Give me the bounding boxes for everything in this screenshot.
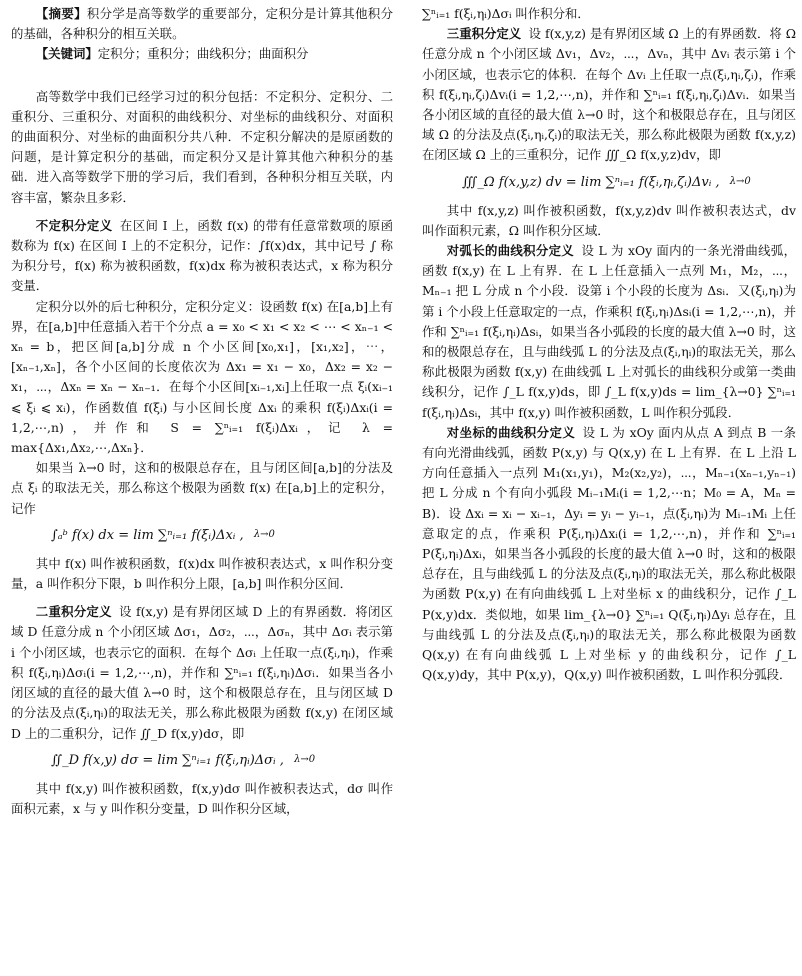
double-integral-formula-text: ∬_D f(x,y) dσ = lim ∑ⁿᵢ₌₁ f(ξᵢ,ηᵢ)Δσᵢ , xyxy=(51,752,284,768)
left-column xyxy=(0,0,397,976)
keywords-label: 【关键词】 xyxy=(35,46,98,62)
definite-integral-limit: 如果当 λ→0 时，这和的极限总存在，且与闭区间[a,b]的分法及点 ξᵢ 的取法无关，那么称这个极限为函数 f(x) 在[a,b]上的定积分，记作 xyxy=(11,460,393,516)
intro-paragraph: 高等数学中我们已经学习过的积分包括：不定积分、定积分、二重积分、三重积分、对面积的曲线积分、对坐标的曲线积分、对面积的曲面积分、对坐标的曲面积分共八种．不定积分解决的是原函数的问题，是计算定积分的基础，而定积分又是计算其他六种积分的基础．进入高等数学下册的学习后，我们看到，各种积分相互关联，内容丰富，繁杂且多彩． xyxy=(11,88,393,205)
arc-length-integral-text: 设 L 为 xOy 面内的一条光滑曲线弧，函数 f(x,y) 在 L 上有界．在 L 上任意插入一点列 M₁，M₂，⋯，Mₙ₋₁ 把 L 分成 n 个小段．设第 i 个小段的长度为 Δsᵢ．又(ξᵢ,ηᵢ)为第 i 个小段上任意取定的一点，作乘积 f(ξᵢ,ηᵢ)Δsᵢ(i = 1,2,⋯,n)，并作和 ∑ⁿᵢ₌₁ f(ξᵢ,ηᵢ)Δsᵢ，如果当各小弧段的长度的最大值 λ→0 时，这和的极限总存在，且与曲线弧 L 的分法及点(ξᵢ,ηᵢ)的取法无关，那么称此极限为函数 f(x,y) 在曲线弧 L 上对弧长的曲线积分或第一类曲线积分，记作 ∫_L f(x,y)ds，即 ∫_L f(x,y)ds = lim_{λ→0} ∑ⁿᵢ₌₁ f(ξᵢ,ηᵢ)Δsᵢ，其中 f(x,y) 叫作被积函数，L 叫作积分弧段． xyxy=(422,243,796,420)
indefinite-integral-paragraph xyxy=(11,216,393,297)
double-integral-formula-limit: λ→0 xyxy=(294,753,316,765)
right-column xyxy=(410,0,802,976)
triple-integral-formula xyxy=(462,172,796,195)
triple-integral-paragraph xyxy=(422,24,796,165)
double-integral-formula xyxy=(51,750,393,773)
integral-sum-continuation: ∑ⁿᵢ₌₁ f(ξᵢ,ηᵢ)Δσᵢ 叫作积分和． xyxy=(422,6,590,21)
definite-integral-formula-limit: λ→0 xyxy=(253,528,275,540)
indefinite-integral-heading: 不定积分定义 xyxy=(35,217,113,233)
keywords xyxy=(11,44,393,64)
arc-length-integral-paragraph xyxy=(422,241,796,423)
abstract-label: 【摘要】 xyxy=(35,6,87,21)
double-integral-paragraph xyxy=(11,602,393,743)
triple-integral-heading: 三重积分定义 xyxy=(446,26,522,42)
coordinate-integral-text: 设 L 为 xOy 面内从点 A 到点 B 一条有向光滑曲线弧，函数 P(x,y) 与 Q(x,y) 在 L 上有界．在 L 上沿 L 方向任意插入一点列 M₁(x₁,y₁)，M₂(x₂,y₂)，⋯，Mₙ₋₁(xₙ₋₁,yₙ₋₁) 把 L 分成 n 个有向小弧段 Mᵢ₋₁Mᵢ(i = 1,2,⋯n；M₀ = A，Mₙ = B)．设 Δxᵢ = xᵢ − xᵢ₋₁，Δyᵢ = yᵢ − yᵢ₋₁，点(ξᵢ,ηᵢ)为 Mᵢ₋₁Mᵢ 上任意取定的点，作乘积 P(ξᵢ,ηᵢ)Δxᵢ(i = 1,2,⋯,n)，并作和 ∑ⁿᵢ₌₁ P(ξᵢ,ηᵢ)Δxᵢ，如果当各小弧段的长度的最大值 λ→0 时，这和的极限总存在，且与曲线弧 L 的分法及点(ξᵢ,ηᵢ)的取法无关，那么称此极限为函数 P(x,y) 在有向曲线弧 L 上对坐标 x 的曲线积分，记作 ∫_L P(x,y)dx．类似地，如果 lim_{λ→0} ∑ⁿᵢ₌₁ Q(ξᵢ,ηᵢ)Δyᵢ 总存在，且与曲线弧 L 的分法及点(ξᵢ,ηᵢ)的取法无关，那么称此极限为函数 Q(x,y) 在有向曲线弧 L 上对坐标 y 的曲线积分，记作 ∫_L Q(x,y)dy，其中 P(x,y)，Q(x,y) 叫作被积函数，L 叫作积分弧段． xyxy=(422,424,797,683)
keywords-text: 定积分；重积分；曲线积分；曲面积分 xyxy=(97,46,309,62)
coordinate-integral-heading: 对坐标的曲线积分定义 xyxy=(446,424,576,440)
triple-integral-text: 设 f(x,y,z) 是有界闭区域 Ω 上的有界函数．将 Ω 任意分成 n 个小闭区域 Δv₁，Δv₂，⋯，Δvₙ，其中 Δvᵢ 表示第 i 个小闭区域，也表示它的体积．在每个 Δvᵢ 上任取一点(ξᵢ,ηᵢ,ζᵢ)，作乘积 f(ξᵢ,ηᵢ,ζᵢ)Δvᵢ(i = 1,2,⋯,n)，并作和 ∑ⁿᵢ₌₁ f(ξᵢ,ηᵢ,ζᵢ)Δvᵢ．如果当各小闭区域的直径的最大值 λ→0 时，这个和极限总存在，且与闭区域 Ω 的分法及点(ξᵢ,ηᵢ,ζᵢ)的取法无关，那么称此极限为函数 f(x,y,z) 在闭区域 Ω 上的三重积分，记作 ∭_Ω f(x,y,z)dv，即 xyxy=(422,26,796,163)
abstract xyxy=(11,4,393,44)
double-integral-heading: 二重积分定义 xyxy=(35,604,112,620)
triple-integral-formula-limit: λ→0 xyxy=(729,175,751,187)
triple-integral-terms: 其中 f(x,y,z) 叫作被积函数，f(x,y,z)dv 叫作被积表达式，dv 叫作面积元素，Ω 叫作积分区域． xyxy=(422,202,796,238)
coordinate-integral-paragraph xyxy=(422,423,796,686)
abstract-text: 积分学是高等数学的重要部分，定积分是计算其他积分的基础，各种积分的相互关联。 xyxy=(11,6,394,42)
definite-integral-terms: 其中 f(x) 叫作被积函数，f(x)dx 叫作被积表达式，x 叫作积分变量，a 叫作积分下限，b 叫作积分上限，[a,b] 叫作积分区间． xyxy=(11,555,393,592)
triple-integral-formula-text: ∭_Ω f(x,y,z) dv = lim ∑ⁿᵢ₌₁ f(ξᵢ,ηᵢ,ζᵢ)Δvᵢ , xyxy=(462,174,720,190)
indefinite-integral-text: 在区间 I 上，函数 f(x) 的带有任意常数项的原函数称为 f(x) 在区间 I 上的不定积分，记作：∫f(x)dx，其中记号 ∫ 称为积分号，f(x) 称为被积函数，f(x)dx 称为被积表达式，x 称为积分变量． xyxy=(11,217,393,294)
double-integral-text: 设 f(x,y) 是有界闭区域 D 上的有界函数．将闭区域 D 任意分成 n 个小闭区域 Δσ₁，Δσ₂，⋯，Δσₙ，其中 Δσᵢ 表示第 i 个小闭区域，也表示它的面积．在每个 Δσᵢ 上任取一点(ξᵢ,ηᵢ)，作乘积 f(ξᵢ,ηᵢ)Δσᵢ(i = 1,2,⋯,n)，并作和 ∑ⁿᵢ₌₁ f(ξᵢ,ηᵢ)Δσᵢ．如果当各小闭区域的直径的最大值 λ→0 时，这个和极限总存在，且与闭区域 D 的分法及点(ξᵢ,ηᵢ)的取法无关，那么称此极限为函数 f(x,y) 在闭区域 D 上的二重积分，记作 ∬_D f(x,y)dσ，即 xyxy=(11,604,393,741)
definite-integral-definition: 定积分以外的后七种积分，定积分定义：设函数 f(x) 在[a,b]上有界，在[a,b]中任意插入若干个分点 a = x₀ < x₁ < x₂ < ⋯ < xₙ₋₁ < xₙ = b，把区间[a,b]分成 n 个小区间[x₀,x₁]，[x₁,x₂]，⋯，[xₙ₋₁,xₙ]，各个小区间的长度依次为 Δx₁ = x₁ − x₀，Δx₂ = x₂ − x₁，⋯，Δxₙ = xₙ − xₙ₋₁．在每个小区间[xᵢ₋₁,xᵢ]上任取一点 ξᵢ(xᵢ₋₁ ⩽ ξᵢ ⩽ xᵢ)，作函数值 f(ξᵢ) 与小区间长度 Δxᵢ 的乘积 f(ξᵢ)Δxᵢ(i = 1,2,⋯,n)，并作和 S = ∑ⁿᵢ₌₁ f(ξᵢ)Δxᵢ，记 λ = max{Δx₁,Δx₂,⋯,Δxₙ}． xyxy=(11,298,393,456)
definite-integral-formula xyxy=(51,525,393,548)
arc-length-integral-heading: 对弧长的曲线积分定义 xyxy=(446,243,575,259)
double-integral-terms: 其中 f(x,y) 叫作被积函数，f(x,y)dσ 叫作被积表达式，dσ 叫作面积元素，x 与 y 叫作积分变量，D 叫作积分区域， xyxy=(11,780,393,816)
definite-integral-formula-text: ∫ₐᵇ f(x) dx = lim ∑ⁿᵢ₌₁ f(ξᵢ)Δxᵢ , xyxy=(51,527,244,543)
